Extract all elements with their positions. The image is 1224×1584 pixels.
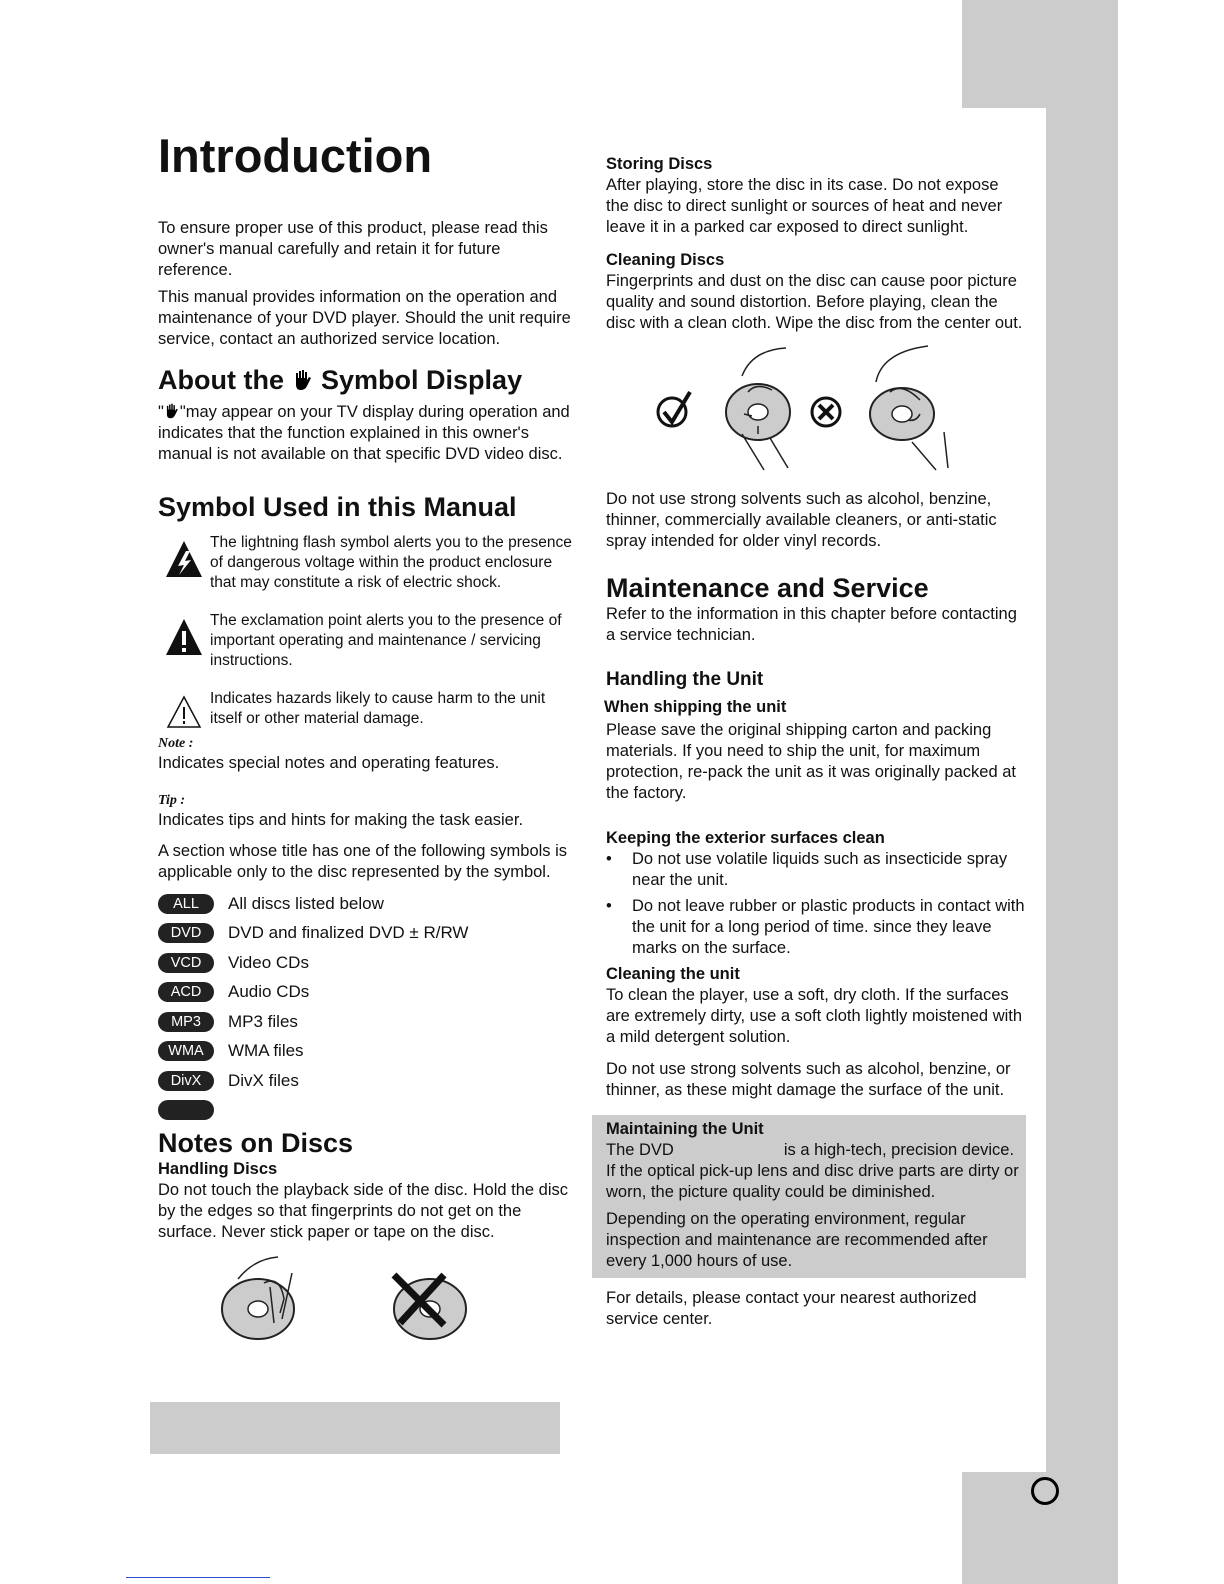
disc-handling-illustration: [208, 1253, 508, 1345]
shipping-text: Please save the original shipping carton and packing materials. If you need to ship the unit, for maximum protection, re-pack the unit as it was originally packed at the factory.: [606, 721, 1016, 802]
note-text: Indicates special notes and operating features.: [158, 754, 500, 772]
correct-disc-hold-image: [222, 1257, 294, 1339]
margin-tab-strip: [1046, 108, 1118, 1472]
incorrect-disc-hold-image: [394, 1275, 466, 1339]
handling-unit-heading: Handling the Unit: [606, 669, 764, 690]
exterior-bullet-text: Do not use volatile liquids such as insecticide spray near the unit.: [632, 850, 1008, 889]
caution-outline-icon: [166, 695, 202, 729]
empty-gray-panel: [150, 1402, 560, 1454]
symbol-row-lightning: [158, 533, 578, 593]
handling-discs-heading: Handling Discs: [158, 1160, 278, 1178]
intro-paragraph-1: To ensure proper use of this product, please read this owner's manual carefully and retain it for future reference.: [158, 219, 548, 279]
tip-text: Indicates tips and hints for making the task easier.: [158, 811, 524, 829]
tip-label: Tip :: [158, 793, 186, 808]
badge-description: WMA files: [228, 1041, 304, 1061]
disc-section-text: A section whose title has one of the following symbols is applicable only to the disc represented by the symbol.: [158, 842, 568, 881]
page-title: Introduction: [158, 129, 433, 182]
maintenance-intro-text: Refer to the information in this chapter before contacting a service technician.: [606, 605, 1017, 644]
badge-description: DivX files: [228, 1070, 299, 1090]
symbol-text-exclamation: The exclamation point alerts you to the presence of important operating and maintenance / servicing instructions.: [210, 612, 562, 669]
disc-badge-list: [158, 889, 578, 1125]
disc-badge-row: [158, 1066, 578, 1096]
symbol-text-lightning: The lightning flash symbol alerts you to the presence of dangerous voltage within the product enclosure that may constitute a risk of electric shock.: [210, 534, 572, 591]
about-symbol-heading: [158, 364, 578, 396]
incorrect-x-icon: [812, 398, 840, 426]
badge-description: DVD and finalized DVD ± R/RW: [228, 923, 469, 943]
badge-mp3: MP3: [158, 1012, 214, 1032]
badge-description: Audio CDs: [228, 982, 310, 1002]
bullet-dot-icon: •: [606, 897, 612, 915]
badge-description: Video CDs: [228, 952, 309, 972]
disc-badge-row: [158, 889, 578, 919]
disc-badge-row-blank: [158, 1096, 578, 1126]
intro-paragraph-2: This manual provides information on the operation and maintenance of your DVD player. Should the unit require service, contact an authorized service location.: [158, 288, 571, 348]
about-symbol-text: [158, 402, 578, 465]
disc-solvents-text: Do not use strong solvents such as alcohol, benzine, thinner, commercially available cleaners, or anti-static spray intended for older vinyl records.: [606, 490, 997, 550]
bullet-dot-icon: •: [606, 850, 612, 868]
storing-discs-text: After playing, store the disc in its case. Do not expose the disc to direct sunlight or sources of heat and never leave it in a parked car exposed to direct sunlight.: [606, 176, 1003, 236]
exterior-bullet-text: Do not leave rubber or plastic products in contact with the unit for a long period of time. since they leave marks on the surface.: [632, 897, 1025, 957]
cleaning-discs-heading: Cleaning Discs: [606, 251, 725, 269]
left-column: [158, 128, 578, 1350]
footer-link-underline[interactable]: [126, 1577, 270, 1578]
symbol-used-heading: Symbol Used in this Manual: [158, 492, 517, 522]
cleaning-unit-text-2: Do not use strong solvents such as alcohol, benzine, or thinner, as these might damage the surface of the unit.: [606, 1060, 1011, 1099]
note-label: Note :: [158, 736, 194, 751]
badge-wma: WMA: [158, 1041, 214, 1061]
maintaining-text: [606, 1140, 1020, 1203]
badge-blank: [158, 1100, 214, 1120]
badge-vcd: VCD: [158, 953, 214, 973]
maintaining-heading: Maintaining the Unit: [606, 1120, 764, 1138]
badge-all: ALL: [158, 894, 214, 914]
about-heading-pre: About the: [158, 365, 284, 395]
exterior-bullet: [606, 896, 1026, 959]
badge-description: All discs listed below: [228, 893, 384, 913]
symbol-text-caution: Indicates hazards likely to cause harm to the unit itself or other material damage.: [210, 690, 546, 727]
storing-discs-heading: Storing Discs: [606, 155, 713, 173]
incorrect-wipe-disc-image: [870, 346, 948, 470]
maintaining-text-a: The DVD: [606, 1141, 674, 1159]
cleaning-unit-heading: Cleaning the unit: [606, 965, 740, 983]
lightning-warning-icon: [164, 539, 204, 579]
maintaining-text-2: Depending on the operating environment, regular inspection and maintenance are recommended after every 1,000 hours of use.: [606, 1210, 988, 1270]
disc-badge-row: [158, 978, 578, 1008]
handling-discs-text: Do not touch the playback side of the disc. Hold the disc by the edges so that fingerprints do not get on the surface. Never stick paper or tape on the disc.: [158, 1181, 568, 1241]
about-heading-post: Symbol Display: [321, 365, 523, 395]
margin-tab-top: [962, 0, 1118, 108]
cleaning-unit-text: To clean the player, use a soft, dry cloth. If the surfaces are extremely dirty, use a soft cloth lightly moistened with a mild detergent solution.: [606, 986, 1023, 1046]
page-number-circle: [1031, 1477, 1059, 1505]
maintaining-text-b: is a high-tech, precision device. If the optical pick-up lens and disc drive parts are dirty or worn, the picture quality could be diminished.: [606, 1141, 1019, 1201]
disc-badge-row: [158, 1007, 578, 1037]
hand-symbol-icon: [164, 403, 180, 419]
shipping-heading: When shipping the unit: [604, 698, 787, 716]
symbol-row-exclamation: [158, 611, 578, 671]
disc-badge-row: [158, 919, 578, 949]
symbol-row-caution: [158, 689, 578, 729]
correct-check-icon: [658, 392, 690, 426]
disc-badge-row: [158, 1037, 578, 1067]
badge-divx: DivX: [158, 1071, 214, 1091]
maintenance-heading: Maintenance and Service: [606, 573, 929, 603]
hand-symbol-icon: [292, 369, 314, 391]
correct-wipe-disc-image: [726, 348, 790, 470]
right-column: [606, 154, 1026, 1330]
badge-description: MP3 files: [228, 1011, 298, 1031]
details-text: For details, please contact your nearest authorized service center.: [606, 1289, 977, 1328]
exclamation-warning-icon: [164, 617, 204, 657]
badge-acd: ACD: [158, 982, 214, 1002]
badge-dvd: DVD: [158, 923, 214, 943]
cleaning-discs-text: Fingerprints and dust on the disc can cause poor picture quality and sound distortion. Before playing, clean the disc with a clean cloth. Wipe the disc from the center out.: [606, 272, 1023, 332]
exterior-heading: Keeping the exterior surfaces clean: [606, 829, 885, 847]
disc-badge-row: [158, 948, 578, 978]
about-text: "may appear on your TV display during operation and indicates that the function explained in this owner's manual is not available on that specific DVD video disc.: [158, 403, 570, 463]
maintaining-unit-box: [592, 1115, 1026, 1278]
notes-on-discs-heading: Notes on Discs: [158, 1128, 354, 1158]
disc-cleaning-illustration: [646, 342, 966, 478]
exterior-bullet: [606, 849, 1026, 891]
about-quote-open: ": [158, 403, 164, 421]
